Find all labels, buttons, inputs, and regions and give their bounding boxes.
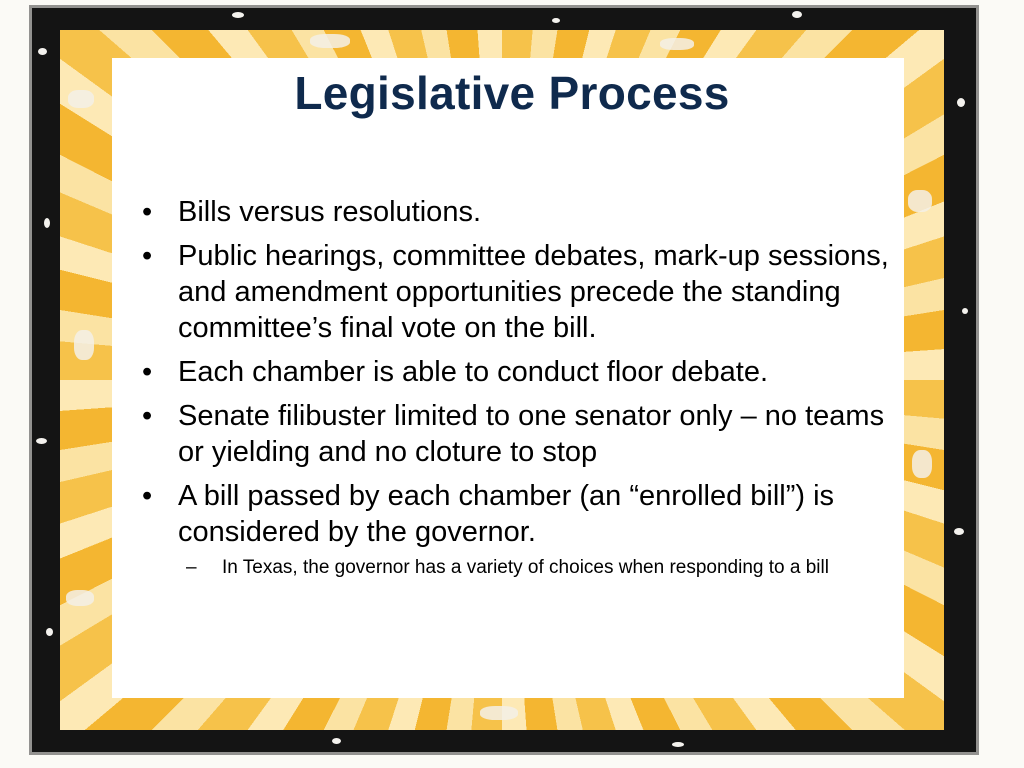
sub-bullet-marker: – [186, 557, 197, 578]
bullet-item [138, 194, 898, 230]
bullet-marker: • [142, 240, 153, 272]
sub-bullet-item [138, 556, 898, 579]
bullet-text: A bill passed by each chamber (an “enrolled bill”) is considered by the governor. [178, 480, 835, 548]
bullet-marker: • [142, 356, 153, 388]
bullet-item [138, 478, 898, 550]
bullet-item [138, 238, 898, 346]
bullet-text: Each chamber is able to conduct floor debate. [178, 356, 769, 388]
bullet-text: Senate filibuster limited to one senator only – no teams or yielding and no cloture to stop [178, 400, 885, 468]
bullet-marker: • [142, 196, 153, 228]
bullet-text: Bills versus resolutions. [178, 196, 481, 228]
bullet-item [138, 398, 898, 470]
bullet-text: Public hearings, committee debates, mark-up sessions, and amendment opportunities precede the standing committee’s final vote on the bill. [178, 240, 889, 344]
bullet-marker: • [142, 480, 153, 512]
bullet-marker: • [142, 400, 153, 432]
slide-title: Legislative Process [294, 67, 730, 119]
sub-bullet-text: In Texas, the governor has a variety of choices when responding to a bill [222, 557, 829, 578]
bullet-list [138, 194, 898, 579]
bullet-item [138, 354, 898, 390]
